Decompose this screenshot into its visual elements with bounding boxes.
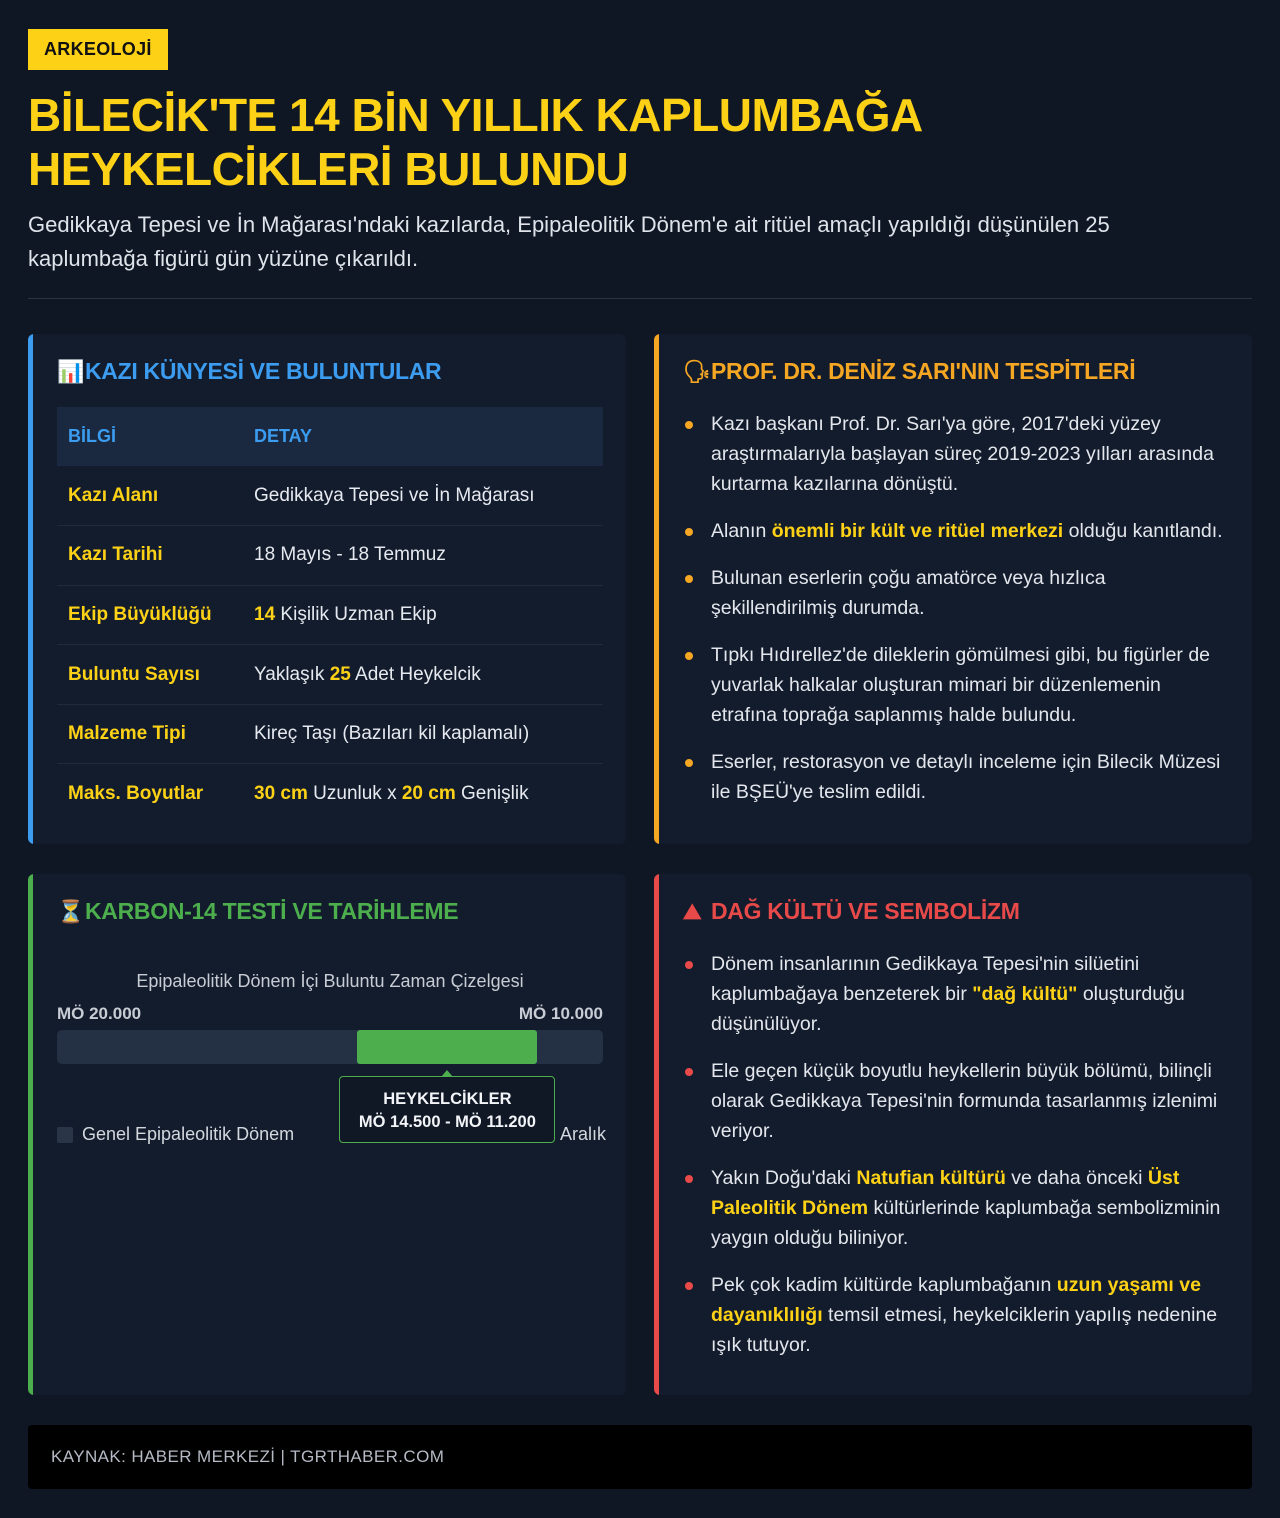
mountain-cult-card <box>654 874 1252 1395</box>
text-segment: Kireç Taşı (Bazıları kil kaplamalı) <box>254 723 530 745</box>
excavation-title <box>57 358 441 385</box>
legend-swatch <box>57 1127 73 1143</box>
bullet-dot <box>685 528 693 536</box>
bullet-dot <box>685 652 693 660</box>
mountain-icon: ⛰ <box>683 898 702 924</box>
highlight-text: önemli bir kült ve ritüel merkezi <box>771 520 1064 542</box>
text-segment: Gedikkaya Tepesi ve İn Mağarası <box>254 484 535 506</box>
tooltip-range: MÖ 14.500 - MÖ 11.200 <box>358 1113 536 1131</box>
card-accent <box>28 334 33 844</box>
excavation-title-text: KAZI KÜNYESİ VE BULUNTULAR <box>85 358 442 384</box>
text-segment: ve daha önceki <box>1005 1167 1148 1189</box>
axis-end-label: MÖ 10.000 <box>518 1004 603 1023</box>
bullet-dot <box>685 421 693 429</box>
speaking-head-icon: 🗣 <box>683 358 711 384</box>
row-key: Ekip Büyüklüğü <box>57 585 243 645</box>
text-segment: Kişilik Uzman Ekip <box>275 603 437 625</box>
row-value <box>243 526 603 586</box>
bullet-item <box>683 1270 1231 1360</box>
professor-title-text: PROF. DR. DENİZ SARI'NIN TESPİTLERİ <box>711 358 1136 384</box>
bullet-dot <box>685 575 693 583</box>
text-segment: Dönem insanlarının Gedikkaya Tepesi'nin silüetini kaplumbağaya benzeterek bir <box>711 953 1140 1005</box>
text-segment: Pek çok kadim kültürde kaplumbağanın <box>711 1274 1057 1296</box>
highlight-text: 14 <box>254 603 276 625</box>
text-segment: Bulunan eserlerin çoğu amatörce veya hızlıca şekillendirilmiş durumda. <box>711 567 1106 619</box>
table-row <box>57 526 603 586</box>
text-segment: Kazı başkanı Prof. Dr. Sarı'ya göre, 2017'deki yüzey araştırmalarıyla başlayan süreç 2019-2023 yılları arasında kurtarma kazılarına dönüştü. <box>711 413 1214 495</box>
bullet-item <box>683 747 1231 807</box>
text-segment: temsil etmesi, heykelciklerin yapılış nedenine ışık tutuyor. <box>711 1304 1218 1356</box>
bullet-item <box>683 563 1231 623</box>
text-segment: Uzunluk x <box>307 783 402 805</box>
table-header-detail: DETAY <box>243 407 603 466</box>
highlight-text: uzun yaşamı ve dayanıklılığı <box>711 1274 1201 1326</box>
carbon-title <box>57 898 458 925</box>
mountain-title <box>683 898 1020 925</box>
professor-bullets <box>683 409 1231 824</box>
row-value <box>243 585 603 645</box>
bullet-dot <box>685 759 693 767</box>
bullet-item <box>683 516 1231 546</box>
table-row <box>57 585 603 645</box>
category-badge: ARKEOLOJİ <box>28 29 168 70</box>
divider <box>28 298 1252 299</box>
table-header-info: BİLGİ <box>57 407 243 466</box>
bullet-dot <box>685 1175 693 1183</box>
legend-general-label: Genel Epipaleolitik Dönem <box>82 1124 295 1144</box>
row-key: Maks. Boyutlar <box>57 764 243 824</box>
text-segment: Eserler, restorasyon ve detaylı inceleme için Bilecik Müzesi ile BŞEÜ'ye teslim edildi. <box>711 751 1221 803</box>
text-segment: Ele geçen küçük boyutlu heykellerin büyük bölümü, bilinçli olarak Gedikkaya Tepesi'nin formunda tasarlanmış izlenimi veriyor. <box>711 1060 1218 1142</box>
text-segment: Yakın Doğu'daki <box>711 1167 857 1189</box>
text-segment: kültürlerinde kaplumbağa sembolizminin yaygın olduğu biliniyor. <box>711 1197 1221 1249</box>
subtitle: Gedikkaya Tepesi ve İn Mağarası'ndaki kazılarda, Epipaleolitik Dönem'e ait ritüel amaçlı yapıldığı düşünülen 25 kaplumbağa figürü gün yüzüne çıkarıldı. <box>28 212 1110 271</box>
card-accent <box>28 874 33 1395</box>
tooltip-title: HEYKELCİKLER <box>383 1090 512 1108</box>
excavation-card <box>28 334 626 844</box>
card-accent <box>654 334 659 844</box>
row-key: Kazı Alanı <box>68 484 159 506</box>
excavation-table <box>57 407 603 824</box>
row-value <box>243 645 603 705</box>
timeline-track <box>57 1030 603 1064</box>
text-segment: Genişlik <box>455 783 529 805</box>
professor-card <box>654 334 1252 844</box>
text-segment: Adet Heykelcik <box>350 663 481 685</box>
bullet-item <box>683 409 1231 499</box>
card-accent <box>654 874 659 1395</box>
row-value <box>243 764 603 824</box>
mountain-title-text: DAĞ KÜLTÜ VE SEMBOLİZM <box>711 898 1020 924</box>
range-tooltip <box>339 1076 555 1143</box>
row-key: Kazı Tarihi <box>57 526 243 586</box>
carbon-card <box>28 874 626 1395</box>
hourglass-icon: ⏳ <box>57 898 85 924</box>
highlight-text: 25 <box>329 663 351 685</box>
bullet-item <box>683 1056 1231 1146</box>
chart-title: Epipaleolitik Dönem İçi Buluntu Zaman Çizelgesi <box>136 971 524 991</box>
bullet-dot <box>685 1068 693 1076</box>
text-segment: olduğu kanıtlandı. <box>1063 520 1223 542</box>
highlight-text: Natufian kültürü <box>856 1167 1006 1189</box>
highlight-text: 30 cm <box>254 783 308 805</box>
legend-range-label[interactable]: Aralık <box>560 1124 607 1144</box>
source-footer: KAYNAK: HABER MERKEZİ | TGRTHABER.COM <box>28 1425 1252 1489</box>
bullet-dot <box>685 1282 693 1290</box>
highlight-text: Üst Paleolitik Dönem <box>711 1167 1180 1219</box>
mountain-bullets <box>683 949 1231 1377</box>
highlight-text: 20 cm <box>401 783 456 805</box>
bullet-item <box>683 640 1231 730</box>
highlight-text: "dağ kültü" <box>972 983 1078 1005</box>
row-value <box>243 466 603 526</box>
bullet-item <box>683 1163 1231 1253</box>
table-row <box>57 704 603 764</box>
row-key: Malzeme Tipi <box>57 704 243 764</box>
carbon-title-text: KARBON-14 TESTİ VE TARİHLEME <box>85 898 459 924</box>
text-segment: Yaklaşık <box>254 663 330 685</box>
professor-title <box>683 358 1135 385</box>
bullet-dot <box>685 961 693 969</box>
legend-general[interactable] <box>57 1124 294 1145</box>
row-key: Buluntu Sayısı <box>57 645 243 705</box>
text-segment: 18 Mayıs - 18 Temmuz <box>254 544 446 566</box>
headline: BİLECİK'TE 14 BİN YILLIK KAPLUMBAĞA HEYKELCİKLERİ BULUNDU <box>28 89 922 195</box>
text-segment: Tıpkı Hıdırellez'de dileklerin gömülmesi gibi, bu figürler de yuvarlak halkalar oluşturan mimari bir düzenlemenin etrafına toprağa saplanmış halde bulundu. <box>711 644 1211 726</box>
table-row <box>57 466 603 526</box>
table-row <box>57 764 603 824</box>
row-value <box>243 704 603 764</box>
text-segment: oluşturduğu düşünülüyor. <box>711 983 1185 1035</box>
figurine-range-bar[interactable] <box>357 1030 537 1064</box>
text-segment: Alanın <box>711 520 772 542</box>
table-row <box>57 645 603 705</box>
axis-start-label: MÖ 20.000 <box>57 1004 142 1023</box>
bullet-item <box>683 949 1231 1039</box>
bar-chart-icon: 📊 <box>57 358 85 384</box>
